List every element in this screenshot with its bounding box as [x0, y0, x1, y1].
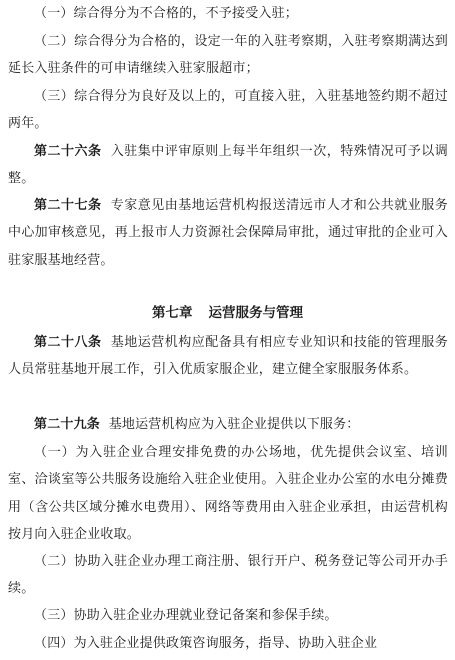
clause-text: （二）综合得分为合格的，设定一年的入驻考察期，入驻考察期满达到延长入驻条件的可申请继续入驻家服超市；: [8, 34, 448, 77]
service-4-paragraph: [8, 630, 448, 657]
clause-1-paragraph: [8, 0, 448, 27]
service-1-paragraph: [8, 439, 448, 549]
clause-2-paragraph: [8, 28, 448, 83]
service-text: （四）为入驻企业提供政策咨询服务，指导、协助入驻企业: [34, 636, 378, 651]
article-text: 专家意见由基地运营机构报送清远市人才和公共就业服务中心加审核意见，再上报市人力资源社会保障局审批，通过审批的企业可入驻家服基地经营。: [8, 198, 448, 268]
chapter-number: 第七章: [152, 305, 193, 321]
service-2-paragraph: [8, 548, 448, 603]
article-text: 基地运营机构应配备具有相应专业知识和技能的管理服务人员常驻基地开展工作，引入优质家服企业，建立健全家服服务体系。: [8, 335, 448, 378]
clause-text: （一）综合得分为不合格的，不予接受入驻；: [34, 6, 299, 21]
article-number: 第二十八条: [34, 335, 102, 350]
article-27-paragraph: [8, 192, 448, 274]
article-number: 第二十九条: [34, 417, 101, 432]
chapter-title: 运营服务与管理: [208, 305, 303, 321]
article-text: 基地运营机构应为入驻企业提供以下服务：: [108, 417, 360, 432]
service-3-paragraph: [8, 602, 448, 629]
clause-text: （三）综合得分为良好及以上的，可直接入驻，入驻基地签约期不超过两年。: [8, 89, 448, 132]
clause-3-paragraph: [8, 83, 448, 138]
service-text: （三）协助入驻企业办理就业登记备案和参保手续。: [34, 608, 338, 623]
article-text: 入驻集中评审原则上每半年组织一次，特殊情况可予以调整。: [8, 144, 448, 187]
service-text: （二）协助入驻企业办理工商注册、银行开户、税务登记等公司开办手续。: [8, 554, 448, 597]
article-29-paragraph: [8, 411, 448, 438]
article-26-paragraph: [8, 138, 448, 193]
article-28-paragraph: [8, 329, 448, 384]
chapter-heading: [0, 300, 455, 327]
article-number: 第二十七条: [34, 198, 102, 213]
article-number: 第二十六条: [34, 144, 102, 159]
service-text: （一）为入驻企业合理安排免费的办公场地，优先提供会议室、培训室、洽谈室等公共服务设施给入驻企业使用。入驻企业办公室的水电分摊费用（含公共区域分摊水电费用）、网络等费用由入驻企业承担，由运营机构按月向入驻企业收取。: [8, 445, 448, 543]
